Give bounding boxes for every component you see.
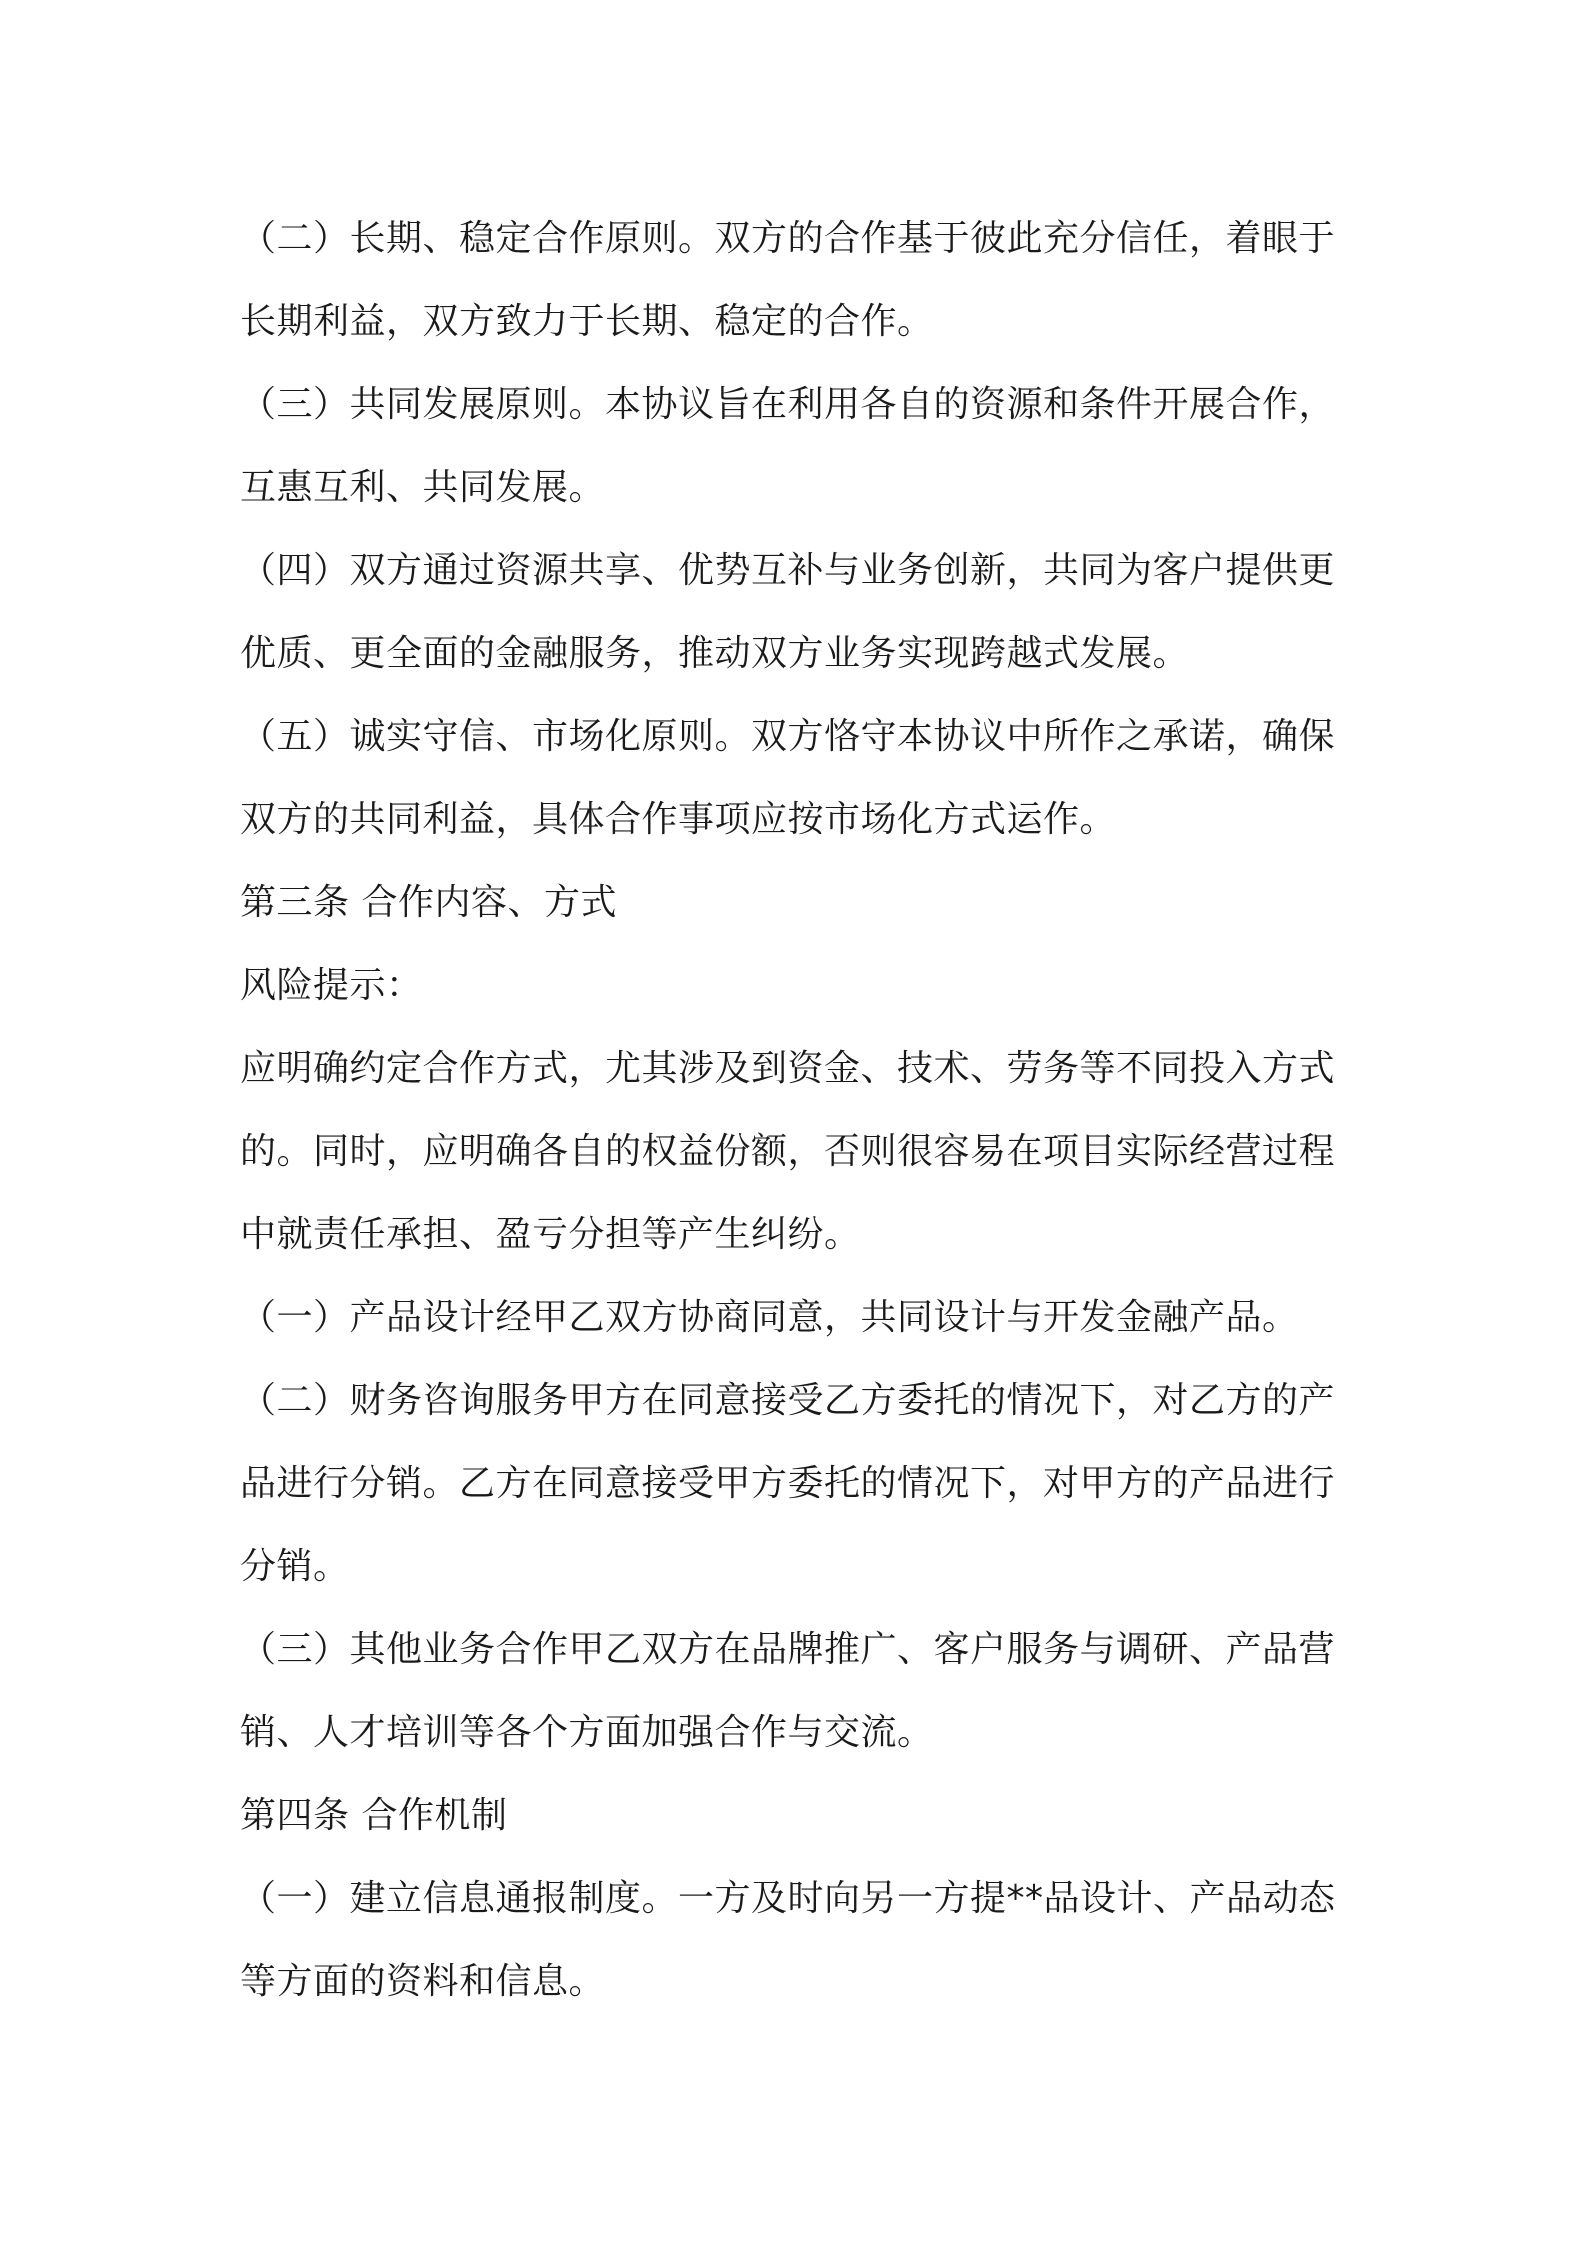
text-line: 应明确约定合作方式，尤其涉及到资金、技术、劳务等不同投入方式 (240, 1048, 1336, 1089)
paragraph-principle-2 (240, 197, 1358, 363)
text-line: 长期利益，双方致力于长期、稳定的合作。 (240, 301, 934, 342)
text-line: 优质、更全面的金融服务，推动双方业务实现跨越式发展。 (240, 633, 1190, 674)
text-line: 销、人才培训等各个方面加强合作与交流。 (240, 1712, 934, 1753)
article-3-heading (240, 861, 1358, 944)
text-line: （五）诚实守信、市场化原则。双方恪守本协议中所作之承诺，确保 (240, 716, 1336, 757)
paragraph-principle-4 (240, 529, 1358, 695)
heading-text: 第三条 合作内容、方式 (240, 882, 617, 923)
text-line: 中就责任承担、盈亏分担等产生纠纷。 (240, 1214, 861, 1255)
text-line: （一）建立信息通报制度。一方及时向另一方提**品设计、产品动态 (240, 1878, 1336, 1919)
heading-text: 风险提示： (240, 965, 423, 1006)
text-line: （二）财务咨询服务甲方在同意接受乙方委托的情况下，对乙方的产 (240, 1380, 1336, 1421)
text-line: （三）其他业务合作甲乙双方在品牌推广、客户服务与调研、产品营 (240, 1629, 1336, 1670)
article-3-item-1 (240, 1276, 1358, 1359)
risk-notice-body (240, 1027, 1358, 1276)
text-line: （四）双方通过资源共享、优势互补与业务创新，共同为客户提供更 (240, 550, 1336, 591)
text-line: 互惠互利、共同发展。 (240, 467, 606, 508)
article-4-heading (240, 1774, 1358, 1857)
heading-text: 第四条 合作机制 (240, 1795, 508, 1836)
text-line: 双方的共同利益，具体合作事项应按市场化方式运作。 (240, 799, 1117, 840)
text-line: 等方面的资料和信息。 (240, 1961, 606, 2002)
paragraph-principle-5 (240, 695, 1358, 861)
article-3-item-3 (240, 1608, 1358, 1774)
text-line: 分销。 (240, 1546, 350, 1587)
text-line: 的。同时，应明确各自的权益份额，否则很容易在项目实际经营过程 (240, 1131, 1336, 1172)
article-4-item-1 (240, 1857, 1358, 2023)
document-body (240, 197, 1358, 2023)
text-line: （二）长期、稳定合作原则。双方的合作基于彼此充分信任，着眼于 (240, 218, 1336, 259)
paragraph-principle-3 (240, 363, 1358, 529)
text-line: （三）共同发展原则。本协议旨在利用各自的资源和条件开展合作， (240, 384, 1336, 425)
text-line: （一）产品设计经甲乙双方协商同意，共同设计与开发金融产品。 (240, 1297, 1299, 1338)
text-line: 品进行分销。乙方在同意接受甲方委托的情况下，对甲方的产品进行 (240, 1463, 1336, 1504)
article-3-item-2 (240, 1359, 1358, 1608)
risk-notice-title (240, 944, 1358, 1027)
